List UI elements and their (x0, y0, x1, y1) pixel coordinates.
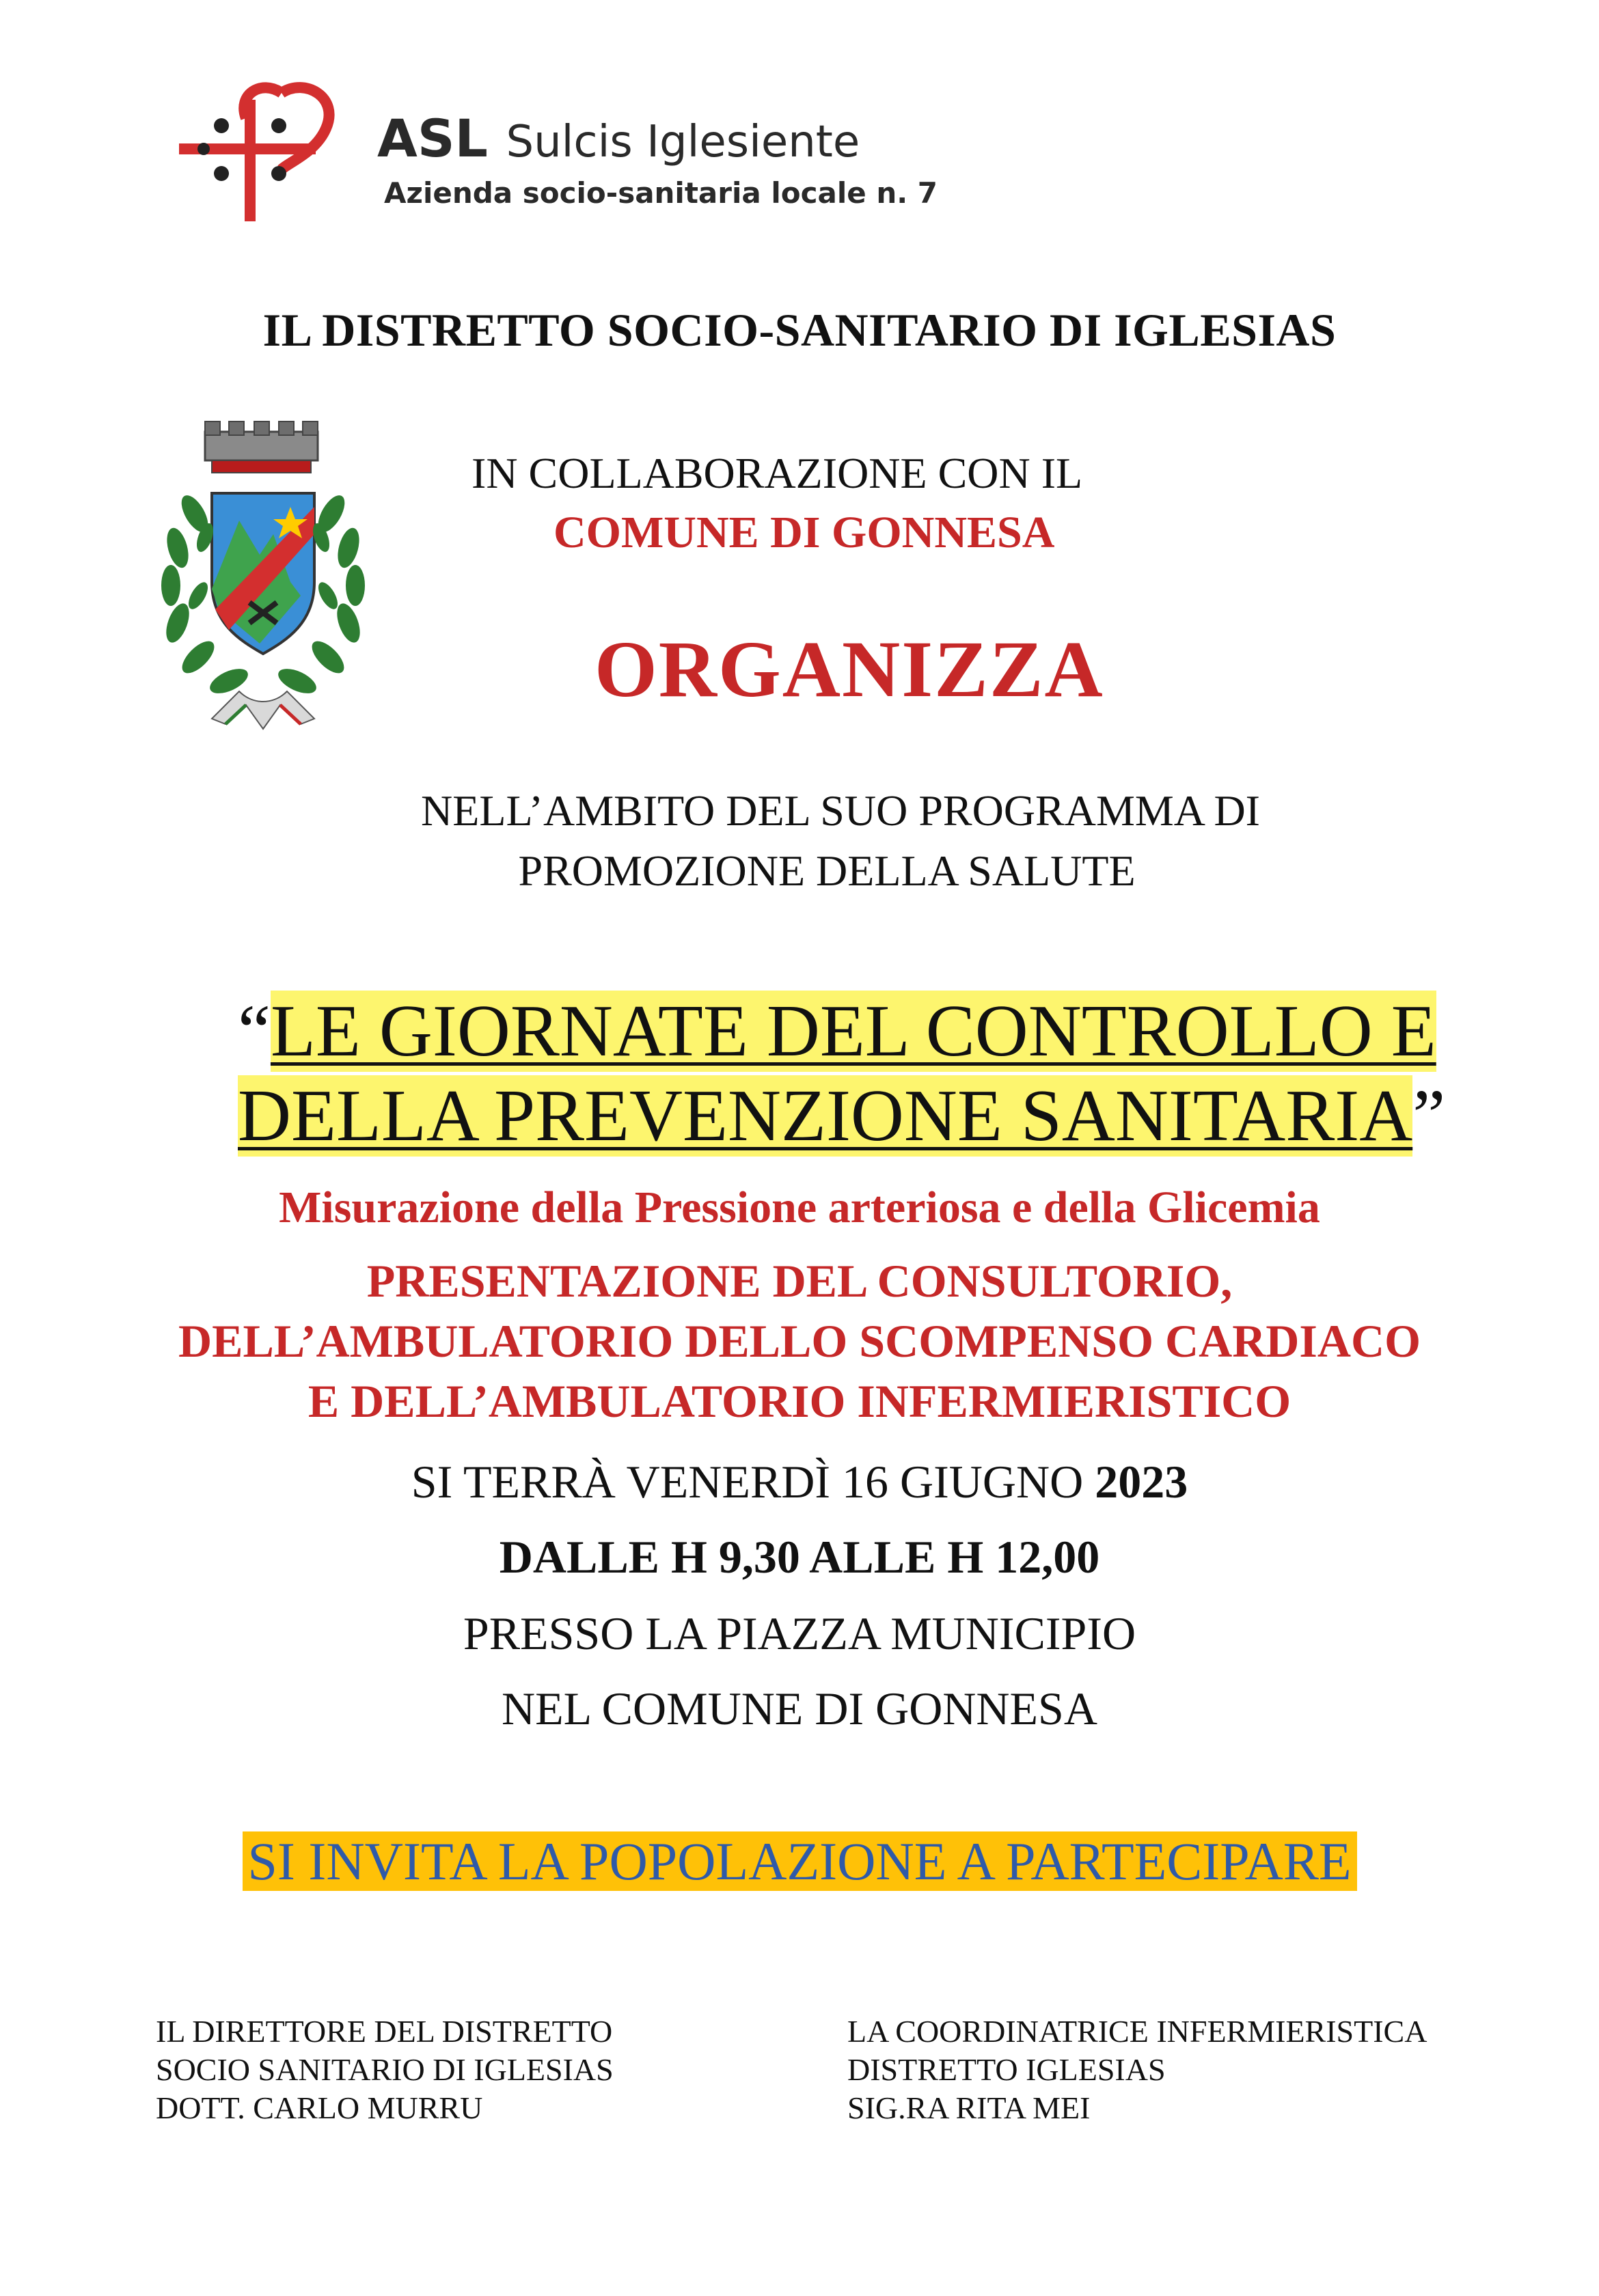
asl-logo-name: ASL Sulcis Iglesiente (377, 108, 860, 169)
presentation-line-1: PRESENTAZIONE DEL CONSULTORIO, (366, 1255, 1233, 1307)
signature-line: IL DIRETTORE DEL DISTRETTO (156, 2014, 613, 2049)
comune-name: COMUNE DI GONNESA (554, 508, 1055, 557)
asl-logo-mark-icon (179, 81, 343, 224)
event-place-line-2: NEL COMUNE DI GONNESA (502, 1683, 1097, 1734)
signature-line: SOCIO SANITARIO DI IGLESIAS (156, 2052, 614, 2087)
signature-name: DOTT. CARLO MURRU (156, 2090, 483, 2125)
asl-logo-subtitle: Azienda socio-sanitaria locale n. 7 (384, 176, 938, 210)
program-line-1: NELL’AMBITO DEL SUO PROGRAMMA DI (421, 786, 1260, 835)
program-line-2: PROMOZIONE DELLA SALUTE (518, 846, 1136, 895)
event-place-line-1: PRESSO LA PIAZZA MUNICIPIO (463, 1607, 1136, 1659)
signature-line: LA COORDINATRICE INFERMIERISTICA (847, 2014, 1427, 2049)
event-title-line-2: DELLA PREVENZIONE SANITARIA” (238, 1075, 1446, 1157)
event-subtitle: Misurazione della Pressione arteriosa e della Glicemia (279, 1182, 1320, 1232)
district-heading: IL DISTRETTO SOCIO-SANITARIO DI IGLESIAS (262, 304, 1337, 356)
event-date: SI TERRÀ VENERDÌ 16 GIUGNO 2023 (411, 1456, 1188, 1508)
invitation-banner: SI INVITA LA POPOLAZIONE A PARTECIPARE (0, 1831, 1599, 1892)
event-title-line-1: “LE GIORNATE DEL CONTROLLO E (238, 991, 1436, 1072)
signature-line: DISTRETTO IGLESIAS (847, 2052, 1166, 2087)
signature-director (156, 2013, 614, 2127)
presentation-line-3: E DELL’AMBULATORIO INFERMIERISTICO (308, 1375, 1292, 1427)
collaboration-line: IN COLLABORAZIONE CON IL (472, 449, 1083, 497)
presentation-line-2: DELL’AMBULATORIO DELLO SCOMPENSO CARDIACO (178, 1315, 1421, 1367)
signature-coordinator (847, 2013, 1427, 2127)
signature-name: SIG.RA RITA MEI (847, 2090, 1091, 2125)
event-time: DALLE H 9,30 ALLE H 12,00 (499, 1531, 1100, 1583)
asl-logo (179, 81, 938, 224)
organizza-heading: ORGANIZZA (594, 624, 1104, 714)
gonnesa-crest-icon (137, 418, 390, 739)
